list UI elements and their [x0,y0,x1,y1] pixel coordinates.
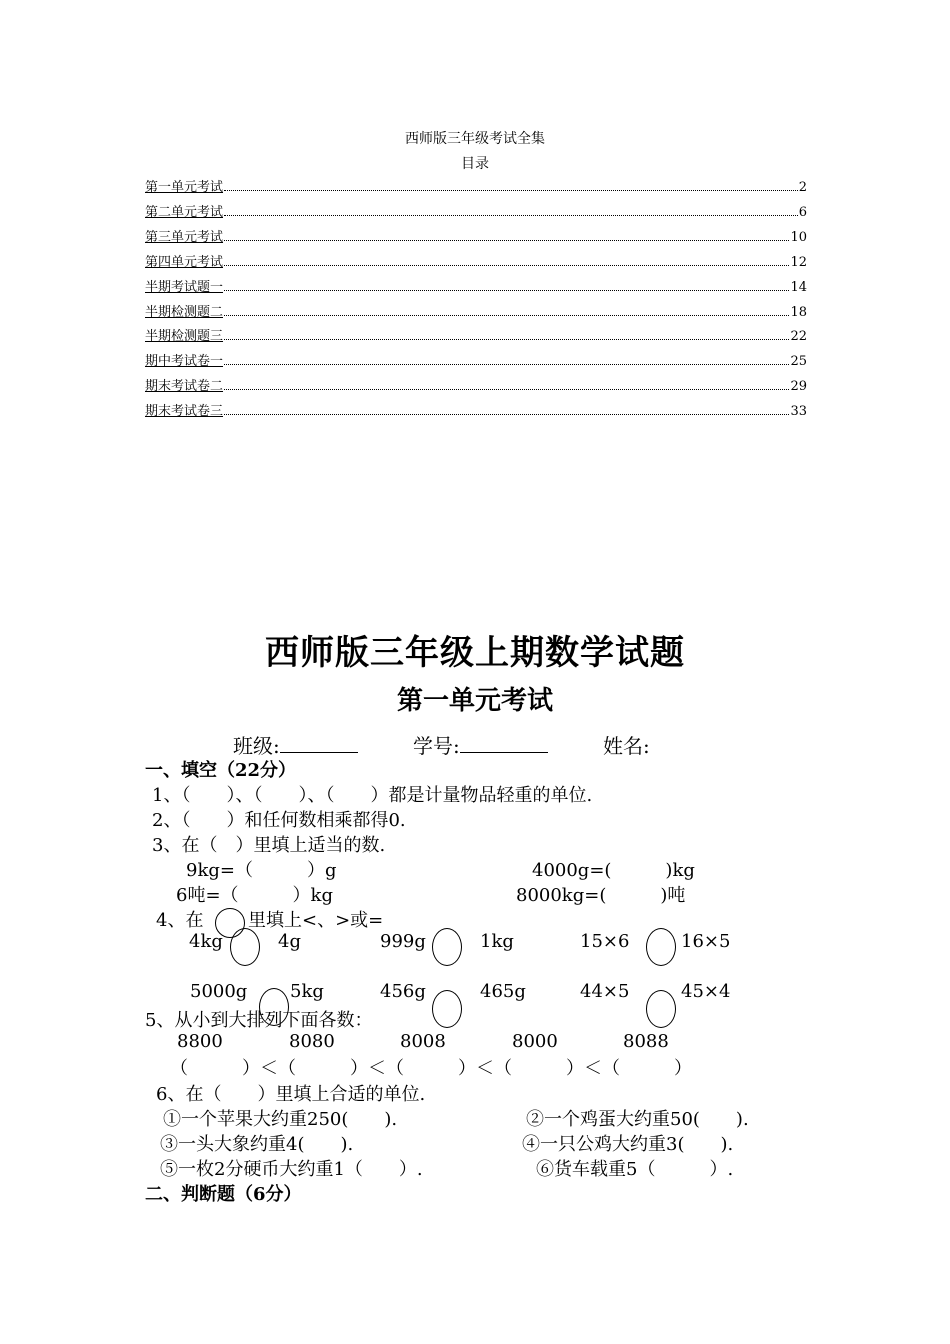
number-item: 8080 [289,1031,335,1052]
compare-5-right: 465g [480,981,526,1002]
compare-2-right: 1kg [480,931,514,952]
compare-circle-6[interactable] [646,990,676,1028]
question-3a: 9kg=（ ）g [186,860,337,881]
toc-entry-link[interactable]: 期末考试卷三 [145,404,224,420]
toc-entry[interactable] [145,175,807,195]
toc-entry-link[interactable]: 第一单元考试 [145,180,224,195]
compare-circle-1[interactable] [230,928,260,966]
toc-page-number: 18 [790,304,807,320]
question-2: 2、（ ）和任何数相乘都得0. [152,810,406,831]
number-field [413,730,548,759]
toc-entry-link[interactable]: 第四单元考试 [145,254,224,270]
toc-leader-dots [224,240,789,241]
toc-page-number: 25 [790,354,807,370]
compare-circle-5[interactable] [432,990,462,1028]
toc-entry-link[interactable]: 期中考试卷一 [145,354,224,370]
toc-leader-dots [224,414,789,415]
toc-entry-link[interactable]: 期末考试卷二 [145,379,224,395]
unit-item-1: ①一个苹果大约重250( ). [163,1109,398,1130]
exam-title: 西师版三年级上期数学试题 [265,633,685,673]
class-label: 班级: [233,734,280,758]
toc-page-number: 22 [790,329,807,345]
toc-page-number: 33 [790,404,807,420]
unit-item-4: ④一只公鸡大约重3( ). [522,1134,734,1155]
section-2-heading: 二、判断题（6分） [145,1184,302,1205]
unit-item-6: ⑥货车载重5（ ）. [536,1159,734,1180]
class-blank[interactable] [280,752,358,753]
toc-leader-dots [224,389,789,390]
question-3d: 8000kg=( )吨 [516,885,686,906]
toc-entry-link[interactable]: 半期考试题一 [145,279,224,295]
compare-6-right: 45×4 [681,981,731,1002]
toc-entry[interactable] [145,300,807,320]
compare-5-left: 456g [380,981,426,1002]
compare-4-right: 5kg [290,981,324,1002]
question-3c: 6吨=（ ）kg [176,885,333,906]
toc-title: 目录 [461,156,489,172]
toc-header: 西师版三年级考试全集 [405,131,545,147]
name-label: 姓名: [603,734,650,758]
compare-3-left: 15×6 [580,931,630,952]
compare-4-left: 5000g [190,981,248,1002]
toc-leader-dots [224,315,789,316]
section-1-heading: 一、填空（22分） [145,760,297,781]
compare-circle-2[interactable] [432,928,462,966]
compare-1-right: 4g [278,931,301,952]
toc-entry-link[interactable]: 半期检测题三 [145,329,224,345]
number-item: 8800 [177,1031,223,1052]
question-5: 5、从小到大排列下面各数： [145,1010,373,1031]
toc-entry-link[interactable]: 第二单元考试 [145,204,224,220]
toc-page-number: 2 [798,180,807,195]
question-6: 6、在（ ）里填上合适的单位. [156,1084,426,1105]
toc-leader-dots [224,364,789,365]
toc-page-number: 14 [790,279,807,295]
toc-leader-dots [224,339,789,340]
question-3: 3、在（ ）里填上适当的数. [152,835,386,856]
question-4-suffix: 里填上<、>或= [248,910,384,931]
unit-item-5: ⑤一枚2分硬币大约重1（ ）. [160,1159,423,1180]
class-field [233,730,358,759]
toc-page-number: 10 [790,229,807,245]
number-item: 8000 [512,1031,558,1052]
toc-entry[interactable] [145,349,807,369]
toc-entry[interactable] [145,399,807,419]
toc-page-number: 6 [798,204,807,220]
toc-entry[interactable] [145,275,807,295]
question-4-prefix: 4、在 [156,910,204,931]
toc-page-number: 12 [790,254,807,270]
toc-page-number: 29 [790,379,807,395]
toc-entry-link[interactable]: 第三单元考试 [145,229,224,245]
toc-entry[interactable] [145,374,807,394]
question-3b: 4000g=( )kg [532,860,695,881]
question-1: 1、（ ）、（ ）、（ ）都是计量物品轻重的单位. [152,785,593,806]
compare-1-left: 4kg [189,931,223,952]
toc-leader-dots [224,265,789,266]
number-item: 8008 [400,1031,446,1052]
exam-subtitle: 第一单元考试 [396,686,553,716]
compare-3-right: 16×5 [681,931,731,952]
toc-leader-dots [224,215,798,216]
compare-circle-3[interactable] [646,928,676,966]
toc-leader-dots [224,290,789,291]
toc-entry-link[interactable]: 半期检测题二 [145,304,224,320]
toc-entry[interactable] [145,200,807,220]
compare-6-left: 44×5 [580,981,630,1002]
number-item: 8088 [623,1031,669,1052]
toc-leader-dots [224,190,798,191]
unit-item-3: ③一头大象约重4( ). [160,1134,354,1155]
toc-entry[interactable] [145,225,807,245]
number-label: 学号: [413,734,460,758]
order-blanks: （ ）＜（ ）＜（ ）＜（ ）＜（ ） [170,1058,692,1079]
toc-entry[interactable] [145,250,807,270]
compare-2-left: 999g [380,931,426,952]
toc-entry[interactable] [145,324,807,344]
number-blank[interactable] [460,752,548,753]
unit-item-2: ②一个鸡蛋大约重50( ). [526,1109,749,1130]
